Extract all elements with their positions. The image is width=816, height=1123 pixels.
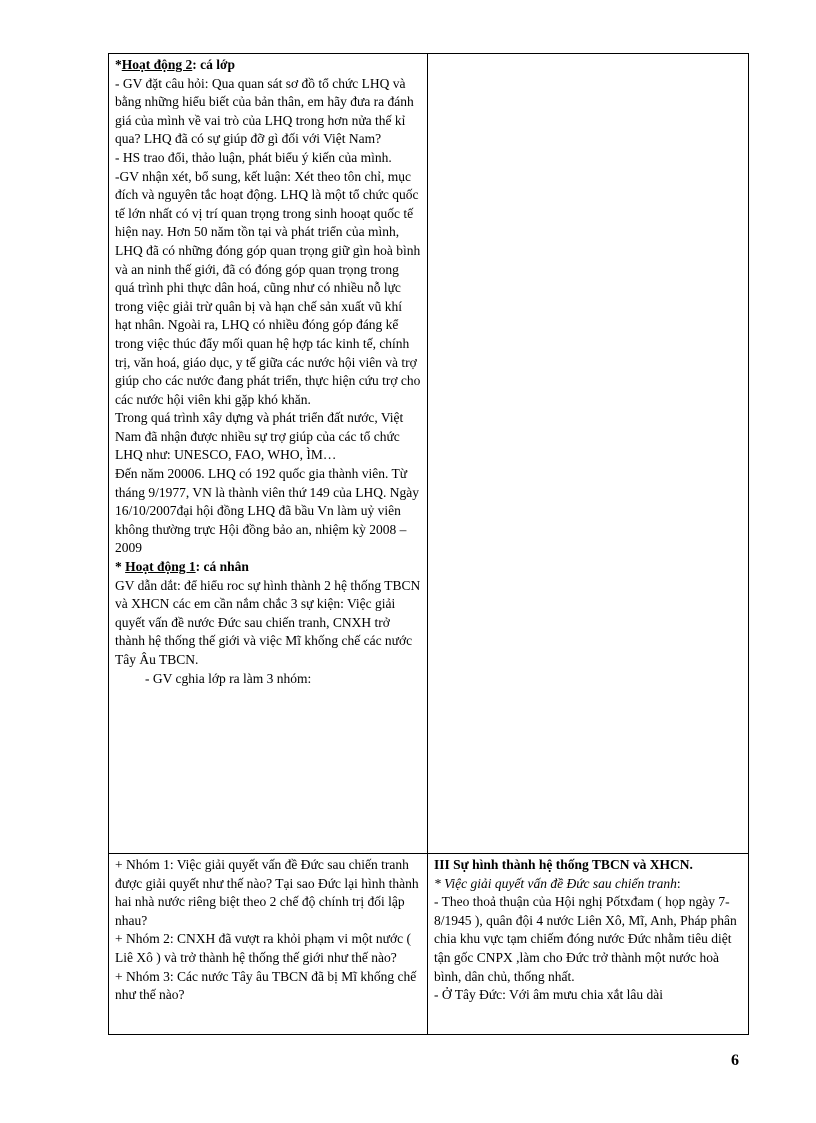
paragraph: Trong quá trình xây dựng và phát triển đất nước, Việt Nam đã nhận được nhiều sự trợ giúp của các tổ chức LHQ như: UNESCO, FAO, WHO, ÌM…	[115, 410, 404, 463]
right-cell-upper	[428, 54, 749, 854]
paragraph: GV dẫn dắt: để hiểu roc sự hình thành 2 hệ thống TBCN và XHCN các em cần nắm chắc 3 sự kiện: Việc giải quyết vấn đề nước Đức sau chiến tranh, CNXH trở thành hệ thống thế giới và việc Mĩ khống chế các nước Tây Âu TBCN.	[115, 577, 421, 667]
paragraph: + Nhóm 1: Việc giải quyết vấn đề Đức sau chiến tranh được giải quyết như thế nào? Tại sao Đức lại hình thành hai nhà nước riêng biệt theo 2 chế độ chính trị đối lập nhau?	[115, 857, 419, 928]
page-number: 6	[731, 1052, 739, 1069]
table-row	[109, 854, 749, 1035]
paragraph: - Ở Tây Đức: Với âm mưu chia xắt lâu dài	[434, 987, 663, 1003]
left-cell-lower	[109, 854, 428, 1035]
paragraph: -GV nhận xét, bổ sung, kết luận: Xét theo tôn chỉ, mục đích và nguyên tắc hoạt động. LHQ là một tổ chức quốc tế lớn nhất có vị trí quan trọng trong sinh hooạt quốc tế hiện nay. Hơn 50 năm tồn tại và phát triển của mình, LHQ đã có những đóng góp quan trọng giữ gìn hoà bình và an ninh thế giới, đã có đóng góp quan trọng trong quá trình phi thực dân hoá, cũng như có nhiều nỗ lực trong việc giải trừ quân bị và hạn chế sản xuất vũ khí hạt nhân. Ngoài ra, LHQ có nhiều đóng góp đáng kể trong việc thúc đẩy mối quan hệ hợp tác kinh tế, chính trị, văn hoá, giáo dục, y tế giữa các nước hội viên và trợ giúp cho các nước đang phát triển, thực hiện cứu trợ cho các nước hội viên khi gặp khó khăn.	[115, 168, 421, 407]
section-heading: III Sự hình thành hệ thống TBCN và XHCN.	[434, 857, 693, 872]
paragraph: - HS trao đổi, thảo luận, phát biểu ý kiến của mình.	[115, 149, 392, 165]
paragraph: - GV cghia lớp ra làm 3 nhóm:	[145, 670, 312, 686]
activity-1-title: Hoạt động 1	[125, 559, 196, 575]
paragraph: + Nhóm 2: CNXH đã vượt ra khỏi phạm vi một nước ( Liê Xô ) và trở thành hệ thống thế giới như thế nào?	[115, 931, 411, 965]
lesson-table	[108, 53, 749, 1035]
activity-2-title: Hoạt động 2	[121, 57, 193, 72]
paragraph: - GV đặt câu hỏi: Qua quan sát sơ đồ tổ chức LHQ và bằng những hiểu biết của bản thân, em hãy đưa ra đánh giá của mình về vai trò của LHQ trong hơn nửa thế kỉ qua? LHQ đã có sự giúp đỡ gì đối với Việt Nam?	[115, 75, 414, 147]
paragraph: Đến năm 20006. LHQ có 192 quốc gia thành viên. Từ tháng 9/1977, VN là thành viên thứ 149 của LHQ. Ngày 16/10/2007đại hội đồng LHQ đã bầu Vn làm uỷ viên không thường trực Hội đồng bảo an, nhiệm kỳ 2008 – 2009	[115, 466, 420, 556]
right-cell-lower	[428, 854, 749, 1035]
paragraph: + Nhóm 3: Các nước Tây âu TBCN đã bị Mĩ khống chế như thế nào?	[115, 968, 417, 1003]
activity-1-heading: * Hoạt động 1: cá nhân	[115, 559, 249, 575]
activity-2-heading: *Hoạt động 2: cá lớp	[115, 57, 235, 72]
paragraph: - Theo thoả thuận của Hội nghị Pốtxđam ( họp ngày 7-8/1945 ), quân đội 4 nước Liên Xô, Mĩ, Anh, Pháp phân chia khu vực tạm chiếm đóng nước Đức nhằm tiêu diệt tận gốc CNPX ,làm cho Đức trở thành một nước hoà bình, dân chủ, thống nhất.	[434, 894, 737, 984]
subsection-heading: * Việc giải quyết vấn đề Đức sau chiến tranh:	[434, 875, 681, 891]
left-cell-upper	[109, 54, 428, 854]
table-row	[109, 54, 749, 854]
